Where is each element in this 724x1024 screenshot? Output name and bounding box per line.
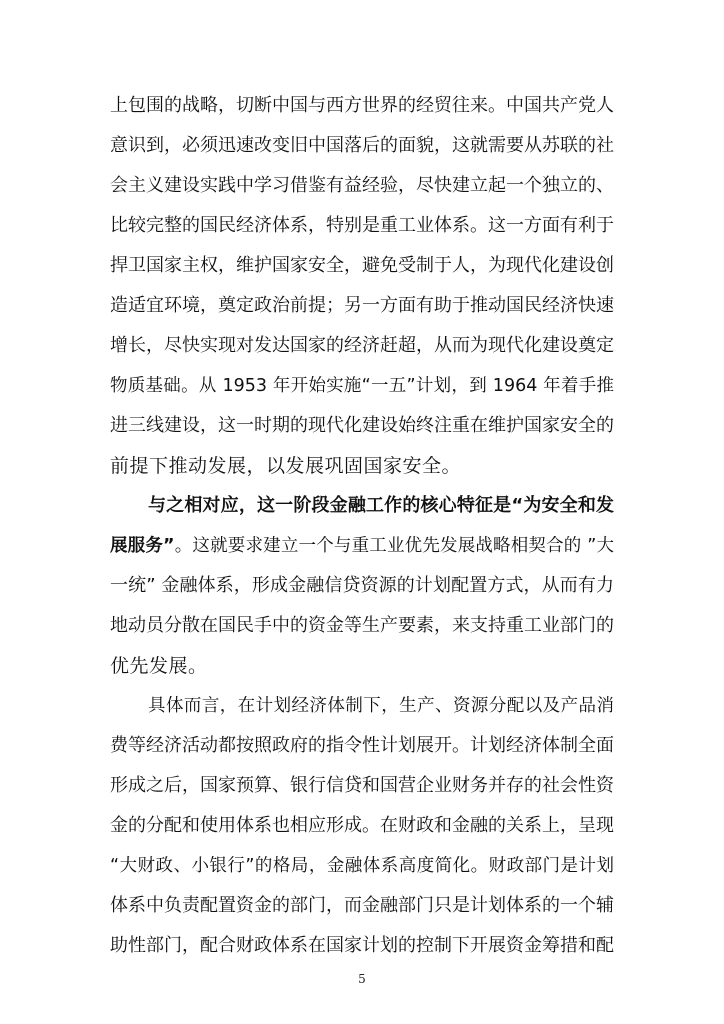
text-line: 造适宜环境，奠定政治前提；另一方面有助于推动国民经济快速	[110, 295, 614, 316]
text-line: 增长，尽快实现对发达国家的经济赶超，从而为现代化建设奠定	[110, 335, 614, 356]
text-line: 费等经济活动都按照政府的指令性计划展开。计划经济体制全面	[110, 735, 614, 756]
text-line: 物质基础。从 1953 年开始实施“一五”计划，到 1964 年着手推	[110, 376, 614, 396]
text-line: 优先发展。	[110, 655, 208, 677]
text-line: 一统” 金融体系，形成金融信贷资源的计划配置方式，从而有力	[110, 575, 614, 596]
text-line: 进三线建设，这一时期的现代化建设始终注重在维护国家安全的	[110, 415, 614, 436]
text-line: 捍卫国家主权，维护国家安全，避免受制于人，为现代化建设创	[110, 255, 614, 276]
text-line: 会主义建设实践中学习借鉴有益经验，尽快建立起一个独立的、	[110, 175, 614, 196]
bold-text-line: 与之相对应，这一阶段金融工作的核心特征是“为安全和发	[148, 495, 614, 516]
text-line: 前提下推动发展，以发展巩固国家安全。	[110, 455, 462, 477]
text-phrase: 。这就要求建立一个与重工业优先发展战略相契合的 ”大	[174, 536, 614, 556]
text-line: 具体而言，在计划经济体制下，生产、资源分配以及产品消	[148, 696, 614, 716]
text-line: 比较完整的国民经济体系，特别是重工业体系。这一方面有利于	[110, 215, 614, 236]
text-line: 上包围的战略，切断中国与西方世界的经贸往来。中国共产党人	[110, 95, 614, 116]
text-line: 意识到，必须迅速改变旧中国落后的面貌，这就需要从苏联的社	[110, 135, 614, 156]
text-line: 地动员分散在国民手中的资金等生产要素，来支持重工业部门的	[110, 615, 614, 636]
text-line: 体系中负责配置资金的部门，而金融部门只是计划体系的一个辅	[110, 895, 614, 916]
text-line	[110, 530, 614, 562]
text-line: 助性部门，配合财政体系在国家计划的控制下开展资金筹措和配	[110, 935, 614, 956]
text-line: “大财政、小银行”的格局，金融体系高度简化。财政部门是计划	[110, 856, 614, 876]
page-number: 5	[358, 972, 366, 986]
text-line: 金的分配和使用体系也相应形成。在财政和金融的关系上，呈现	[110, 815, 614, 836]
bold-phrase: 展服务”	[110, 536, 175, 556]
text-line: 形成之后，国家预算、银行信贷和国营企业财务并存的社会性资	[110, 775, 614, 796]
